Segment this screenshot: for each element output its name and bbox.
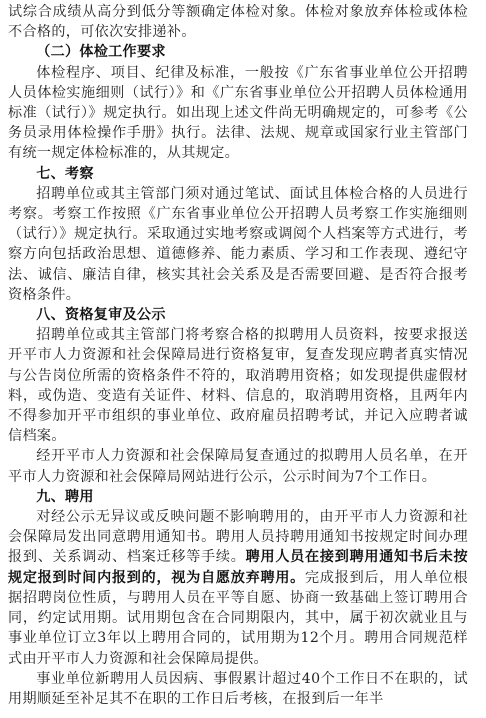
paragraph-exam-requirements: 体检程序、项目、纪律及标准，一般按《广东省事业单位公开招聘人员体检实施细则（试行）》和《广东省事业单位公开招聘人员体检通用标准（试行）》规定执行。如出现上述文件尚无明确规定的，可参考《公务员录用体检操作手册》执行。法律、法规、规章或国家行业主管部门有统一规定体检标准的，从其规定。 [8,64,468,162]
section-heading-exam-requirements: （二）体检工作要求 [36,44,166,61]
section-heading-employment: 九、聘用 [36,488,94,505]
paragraph-qualification-review: 招聘单位或其主管部门将考察合格的拟聘用人员资料，按要求报送开平市人力资源和社会保障局进行资格复审，复查发现应聘者真实情况与公告岗位所需的资格条件不符的，取消聘用资格；如发现提供虚假材料，或伪造、变造有关证件、材料、信息的，取消聘用资格，且两年内不得参加开平市组织的事业单位、政府雇员招聘考试，并记入应聘者诚信档案。 [8,327,468,445]
section-heading-qualification-review: 八、资格复审及公示 [36,307,166,324]
section-heading-inspection: 七、考察 [36,165,94,182]
employment-bold-notice: 聘用人员在接到聘用通知书后未按规定报到时间内报到的，视为自愿放弃聘用。 [8,549,468,586]
employment-text-part2: 完成报到后，用人单位根据招聘岗位性质，与聘用人员在平等自愿、协商一致基础上签订聘用合同，约定试用期。试用期包含在合同期限内，其中，属于初次就业且与事业单位订立3年以上聘用合同的，试用期为12个月。聘用合同规范样式由开平市人力资源和社会保障局提供。 [8,569,468,667]
paragraph-physical-exam-intro: 试综合成绩从高分到低分等额确定体检对象。体检对象放弃体检或体检不合格的，可依次安排递补。 [8,4,468,41]
paragraph-publicity: 经开平市人力资源和社会保障局复查通过的拟聘用人员名单，在开平市人力资源和社会保障局网站进行公示，公示时间为7个工作日。 [8,448,468,485]
paragraph-inspection: 招聘单位或其主管部门须对通过笔试、面试且体检合格的人员进行考察。考察工作按照《广东省事业单位公开招聘人员考察工作实施细则（试行）》规定执行。采取通过实地考察或调阅个人档案等方式进行，考察方向包括政治思想、道德修养、能力素质、学习和工作表现、遵纪守法、诚信、廉洁自律，核实其社会关系及是否需要回避、是否符合报考资格条件。 [8,185,468,303]
paragraph-employment [8,507,468,669]
employment-text-part1: 对经公示无异议或反映问题不影响聘用的，由开平市人力资源和社会保障局发出同意聘用通知书。聘用人员持聘用通知书按规定时间办理报到、关系调动、档案迁移等手续。 [8,509,468,566]
paragraph-probation: 事业单位新聘用人员因病、事假累计超过40个工作日不在职的，试用期顺延至补足其不在职的工作日后考核，在报到后一年半 [8,670,468,707]
